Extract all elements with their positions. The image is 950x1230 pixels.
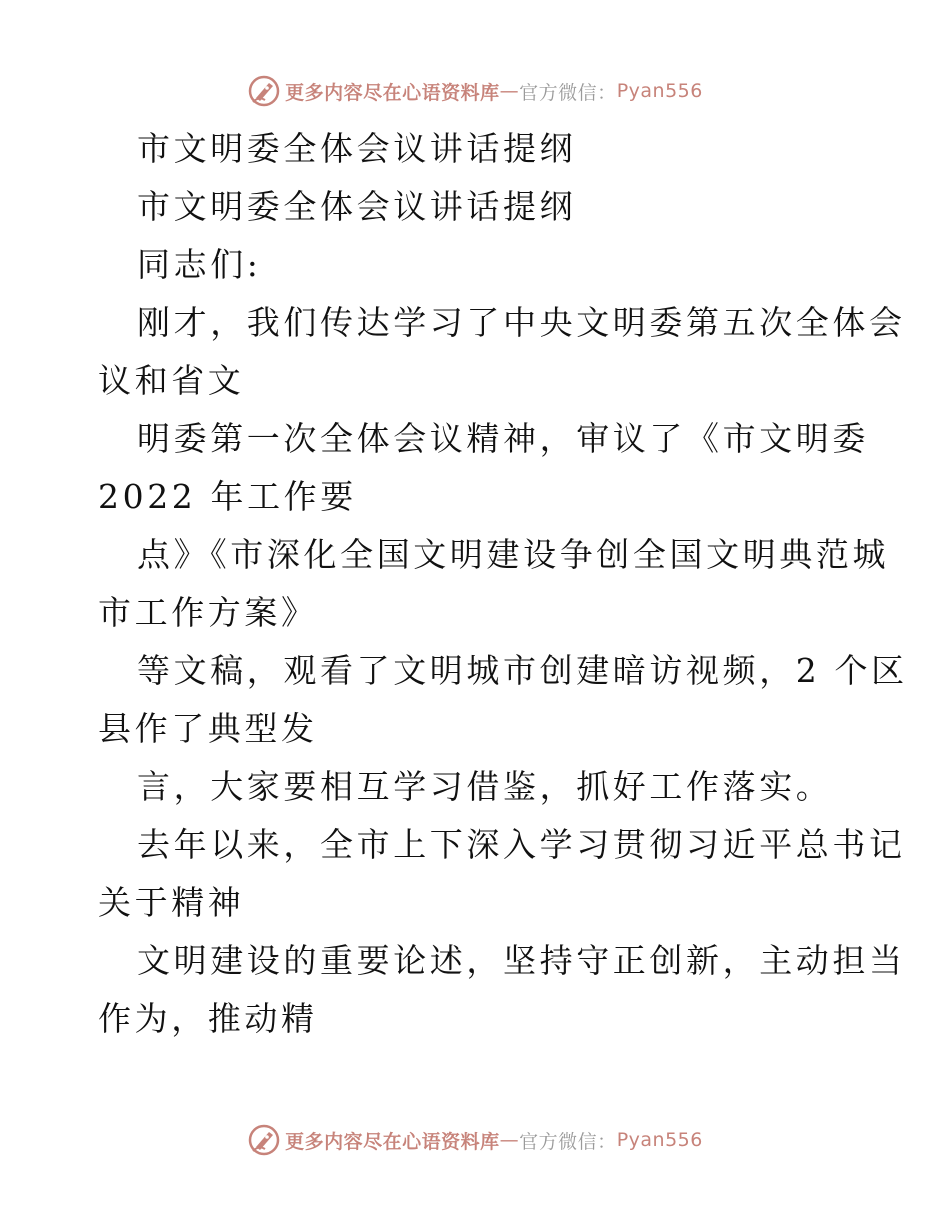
watermark-header <box>0 71 950 111</box>
watermark-footer <box>0 1120 950 1160</box>
document-body <box>98 120 908 1048</box>
text-line: 明委第一次全体会议精神，审议了《市文明委 <box>137 419 869 458</box>
text-line: 关于精神 <box>98 883 245 922</box>
document-title-repeat: 市文明委全体会议讲话提纲 <box>137 187 577 226</box>
watermark-wechat-label: 官方微信： <box>519 81 617 104</box>
watermark-wechat-label: 官方微信： <box>519 1130 617 1153</box>
text-line: 等文稿，观看了文明城市创建暗访视频，2 个区 <box>137 651 908 690</box>
text-line: 点》《市深化全国文明建设争创全国文明典范城 <box>137 535 890 574</box>
watermark-dash: — <box>499 1129 520 1151</box>
document-title: 市文明委全体会议讲话提纲 <box>137 129 577 168</box>
fountain-pen-logo-icon <box>247 74 281 108</box>
watermark-title: 更多内容尽在心语资料库 <box>285 1130 500 1153</box>
text-line: 去年以来，全市上下深入学习贯彻习近平总书记 <box>137 825 906 864</box>
text-line: 刚才，我们传达学习了中央文明委第五次全体会 <box>137 303 906 342</box>
salutation: 同志们: <box>137 245 262 284</box>
text-line: 议和省文 <box>98 361 245 400</box>
watermark-wechat-id: Pyan556 <box>616 80 703 102</box>
watermark-dash: — <box>499 80 520 102</box>
text-line: 市工作方案》 <box>98 593 318 632</box>
text-line: 作为，推动精 <box>98 999 318 1038</box>
text-line: 2022 年工作要 <box>98 477 357 516</box>
text-line: 文明建设的重要论述，坚持守正创新，主动担当 <box>137 941 906 980</box>
text-line: 县作了典型发 <box>98 709 318 748</box>
fountain-pen-logo-icon <box>247 1123 281 1157</box>
watermark-wechat-id: Pyan556 <box>616 1129 703 1151</box>
text-line: 言，大家要相互学习借鉴，抓好工作落实。 <box>137 767 833 806</box>
watermark-title: 更多内容尽在心语资料库 <box>285 81 500 104</box>
